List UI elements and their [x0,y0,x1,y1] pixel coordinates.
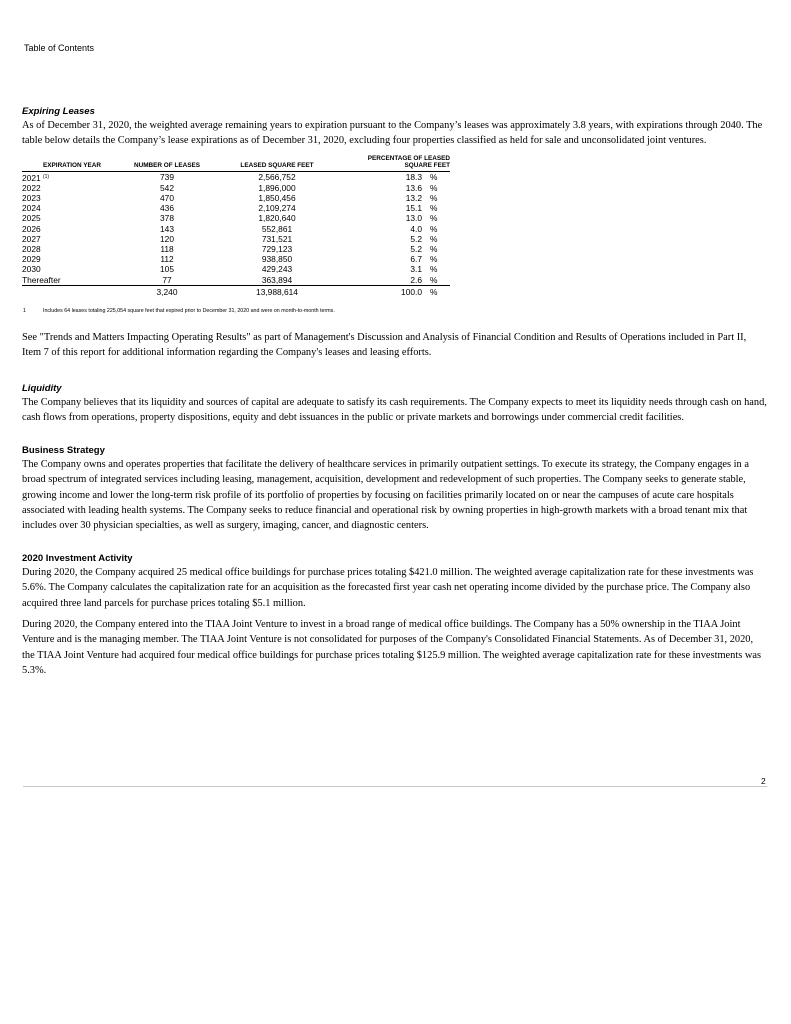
percentage-cell [342,234,430,244]
expiration-year-cell [22,183,122,193]
expiration-year-cell-text: 2028 [22,244,41,255]
percentage-cell-text: 13.6 [405,182,422,193]
percent-symbol-cell [430,224,450,234]
percentage-cell-text: 5.2 [410,233,422,244]
header-number-of-leases: NUMBER OF LEASES [122,155,212,171]
percent-symbol-cell [430,234,450,244]
expiration-year-cell [22,203,122,213]
expiration-year-cell-text: 2027 [22,233,41,244]
percentage-cell-text: 3.1 [410,264,422,275]
square-feet-cell-text: 2,566,752 [258,172,296,183]
footnote-reference: (1) [42,173,50,180]
total-label-cell [22,285,122,297]
percentage-cell [342,275,430,286]
percent-symbol-cell-text: % [430,254,438,265]
square-feet-cell [212,254,342,264]
expiration-year-cell [22,224,122,234]
percentage-cell [342,203,430,213]
header-expiration-year: EXPIRATION YEAR [22,155,122,171]
square-feet-cell [212,244,342,254]
table-row [22,171,450,183]
percent-symbol-cell-text: % [430,223,438,234]
square-feet-cell-text: 1,850,456 [258,193,296,204]
lease-count-cell [122,234,212,244]
percent-symbol-cell [430,171,450,183]
square-feet-cell [212,183,342,193]
expiration-year-cell [22,193,122,203]
percent-symbol-cell [430,264,450,274]
lease-count-cell [122,203,212,213]
square-feet-cell-text: 1,820,640 [258,213,296,224]
table-row [22,234,450,244]
expiration-year-cell-text: 2022 [22,182,41,193]
see-trends-paragraph: See "Trends and Matters Impacting Operating Results" as part of Management's Discussion and Analysis of Financial Condition and Results of Operations included in Part II, Item 7 of this report for additional information regarding the Company's leases and leasing efforts. [22,332,747,359]
expiration-year-cell [22,264,122,274]
percentage-cell [342,254,430,264]
lease-count-cell-text: 118 [160,244,174,255]
expiration-year-cell [22,275,122,286]
percent-symbol-cell-text: % [430,244,438,255]
table-total-row [22,285,450,297]
lease-count-cell [122,224,212,234]
expiration-year-cell [22,213,122,223]
lease-count-cell-text: 120 [160,233,174,244]
lease-count-cell-text: 542 [160,182,174,193]
table-footnote [22,308,767,314]
square-feet-cell [212,213,342,223]
percentage-cell-text: 2.6 [410,274,422,285]
page-divider [23,786,767,787]
lease-expiration-table [22,155,450,297]
table-row [22,254,450,264]
percentage-cell-text: 5.2 [410,244,422,255]
percent-symbol-cell [430,275,450,286]
expiration-year-cell-text: 2021 [22,172,41,183]
lease-count-cell [122,264,212,274]
percentage-cell-text: 4.0 [410,223,422,234]
lease-count-cell-text: 436 [160,203,174,214]
section-heading-investment-activity: 2020 Investment Activity [22,552,133,564]
total-square-feet: 13,988,614 [212,285,342,297]
square-feet-cell-text: 1,896,000 [258,182,296,193]
table-row [22,275,450,286]
footnote-text: Includes 64 leases totaling 225,054 square feet that expired prior to December 31, 2020 and were on month-to-month terms. [43,308,335,315]
header-leased-square-feet: LEASED SQUARE FEET [212,155,342,171]
table-row [22,213,450,223]
total-leases: 3,240 [122,285,212,297]
percentage-cell [342,193,430,203]
percent-symbol-cell [430,183,450,193]
percent-symbol-cell-text: % [430,233,438,244]
percent-symbol-cell [430,244,450,254]
lease-count-cell [122,193,212,203]
expiration-year-cell [22,244,122,254]
header-percentage-leased: PERCENTAGE OF LEASED SQUARE FEET [342,155,450,171]
square-feet-cell-text: 552,861 [261,223,293,234]
lease-count-cell [122,275,212,286]
square-feet-cell [212,224,342,234]
percent-symbol-cell [430,193,450,203]
percentage-cell [342,224,430,234]
total-percentage: 100.0 [342,285,430,297]
square-feet-cell [212,234,342,244]
percent-symbol-cell-text: % [430,203,438,214]
percentage-cell-text: 13.2 [405,193,422,204]
percent-symbol-cell-text: % [430,213,438,224]
investment-paragraph-2: During 2020, the Company entered into the TIAA Joint Venture to invest in a broad range of medical office buildings. The Company has a 50% ownership in the TIAA Joint Venture and is the managing member. The TIAA Joint Venture is not consolidated for purposes of the Company's Consolidated Financial Statements. As of December 31, 2020, the TIAA Joint Venture had acquired four medical office buildings for purchase prices totaling $125.9 million. The weighted average capitalization rate for these investments was 5.3%. [22,618,762,677]
percentage-cell [342,244,430,254]
table-row [22,203,450,213]
lease-count-cell-text: 143 [160,223,174,234]
lease-count-cell-text: 378 [160,213,174,224]
square-feet-cell [212,275,342,286]
section-heading-liquidity: Liquidity [22,382,62,394]
percentage-cell [342,264,430,274]
expiration-year-cell-text: 2030 [22,264,41,275]
expiring-leases-paragraph: As of December 31, 2020, the weighted average remaining years to expiration pursuant to the Company’s leases was approximately 3.8 years, with expirations through 2040. The table below details the Company’s lease expirations as of December 31, 2020, excluding four properties classified as held for sale and unconsolidated joint ventures. [22,120,763,147]
percent-symbol-cell-text: % [430,172,438,183]
lease-count-cell [122,244,212,254]
table-row [22,264,450,274]
expiration-year-cell-text: 2023 [22,193,41,204]
expiration-year-cell-text: 2024 [22,203,41,214]
percentage-cell [342,183,430,193]
percentage-cell [342,171,430,183]
table-row [22,244,450,254]
percentage-cell-text: 6.7 [410,254,422,265]
percentage-cell-text: 15.1 [405,203,422,214]
table-row [22,224,450,234]
expiration-year-cell [22,234,122,244]
total-percent-symbol: % [430,285,450,297]
table-of-contents-link[interactable]: Table of Contents [24,43,95,53]
square-feet-cell-text: 363,894 [261,274,293,285]
liquidity-paragraph: The Company believes that its liquidity and sources of capital are adequate to satisfy its cash requirements. The Company expects to meet its liquidity needs through cash on hand, cash flows from operations, property dispositions, equity and debt issuances in the public or private markets and borrowings under commercial credit facilities. [22,396,767,424]
page-number: 2 [761,776,766,786]
square-feet-cell [212,264,342,274]
lease-count-cell-text: 77 [162,274,172,285]
table-row [22,193,450,203]
square-feet-cell-text: 729,123 [261,244,293,255]
lease-count-cell-text: 470 [160,193,174,204]
percent-symbol-cell [430,213,450,223]
percentage-cell-text: 13.0 [405,213,422,224]
percent-symbol-cell-text: % [430,264,438,275]
percentage-cell-text: 18.3 [405,172,422,183]
expiration-year-cell-text: Thereafter [22,274,61,285]
lease-count-cell-text: 112 [160,254,174,265]
lease-count-cell-text: 739 [160,172,174,183]
business-strategy-paragraph: The Company owns and operates properties that facilitate the delivery of healthcare services in primarily outpatient settings. To execute its strategy, the Company engages in a broad spectrum of integrated services including leasing, management, acquisition, development and redevelopment of such properties. The Company seeks to generate stable, growing income and lower the long-term risk profile of its portfolio of properties by focusing on facilities primarily located on or near the campuses of acute care hospitals associated with leading health systems. The Company seeks to reduce financial and operational risk by owning properties in high-growth markets with a broad tenant mix that includes over 30 physician specialties, as well as surgery, imaging, cancer, and diagnostic centers. [22,458,749,532]
percent-symbol-cell-text: % [430,193,438,204]
lease-count-cell [122,254,212,264]
percent-symbol-cell-text: % [430,274,438,285]
square-feet-cell-text: 938,850 [261,254,293,265]
square-feet-cell [212,203,342,213]
footnote-mark: 1 [23,308,26,315]
square-feet-cell-text: 731,521 [261,233,293,244]
percentage-cell [342,213,430,223]
expiration-year-cell [22,171,122,183]
percent-symbol-cell [430,203,450,213]
section-heading-business-strategy: Business Strategy [22,444,105,456]
percent-symbol-cell-text: % [430,182,438,193]
page-content [22,106,767,679]
table-row [22,183,450,193]
section-heading-expiring-leases: Expiring Leases [22,106,95,117]
square-feet-cell-text: 429,243 [261,264,293,275]
expiration-year-cell-text: 2025 [22,213,41,224]
square-feet-cell [212,193,342,203]
expiration-year-cell-text: 2026 [22,223,41,234]
lease-count-cell-text: 105 [160,264,174,275]
lease-count-cell [122,183,212,193]
percent-symbol-cell [430,254,450,264]
investment-paragraph-1: During 2020, the Company acquired 25 medical office buildings for purchase prices totaling $421.0 million. The weighted average capitalization rate for these investments was 5.6%. The Company calculates the capitalization rate for an acquisition as the forecasted first year cash net operating income divided by the purchase price. The Company also acquired three land parcels for purchase prices totaling $5.1 million. [22,566,754,609]
lease-count-cell [122,213,212,223]
square-feet-cell [212,171,342,183]
expiration-year-cell [22,254,122,264]
expiration-year-cell-text: 2029 [22,254,41,265]
lease-count-cell [122,171,212,183]
square-feet-cell-text: 2,109,274 [258,203,296,214]
